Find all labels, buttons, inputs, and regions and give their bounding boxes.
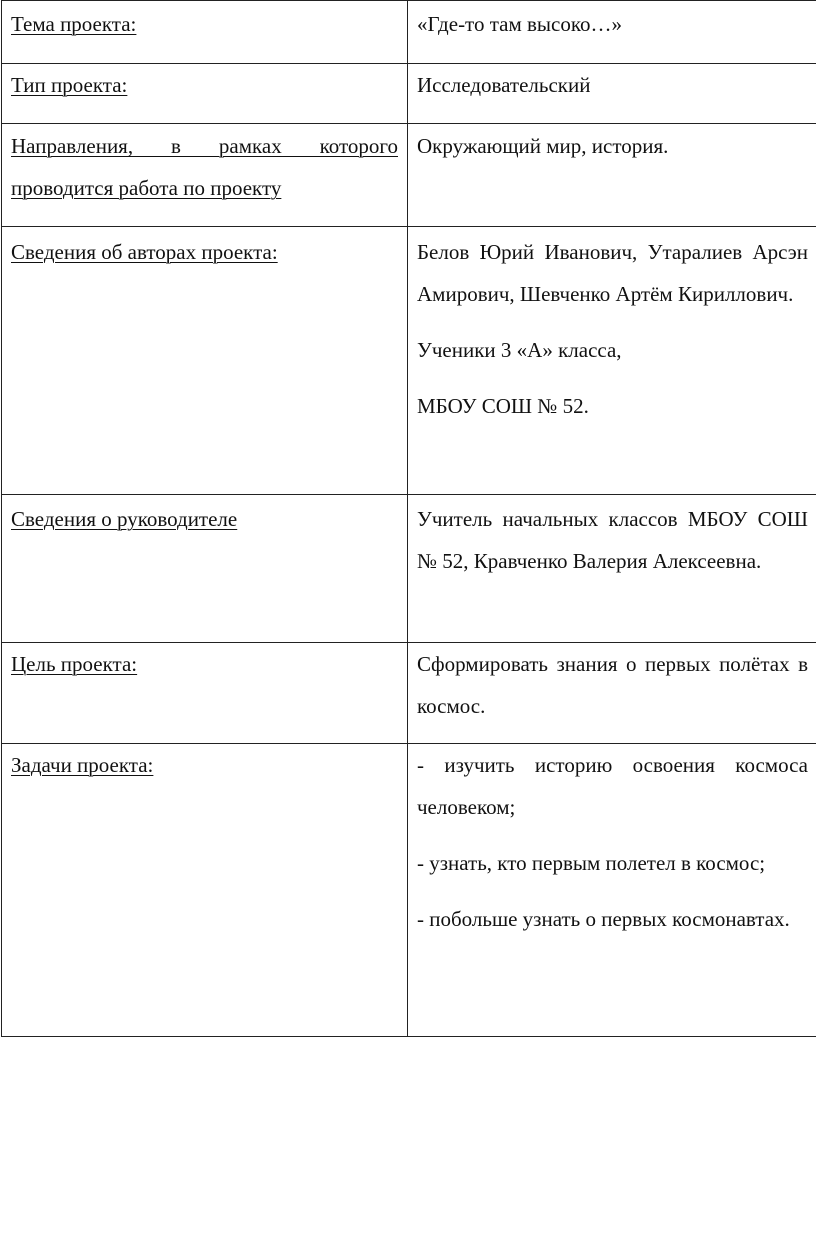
value-tasks: [408, 744, 816, 1037]
table-row-tasks: [2, 744, 816, 1037]
value-type-text: Исследовательский: [417, 73, 591, 97]
table-row-authors: [2, 227, 816, 495]
table-row-goal: [2, 643, 816, 744]
table-row-topic: [2, 1, 816, 64]
label-supervisor: Сведения о руководителе: [2, 495, 408, 643]
label-direction: Направления, в рамках которого проводится работа по проекту: [2, 124, 408, 227]
table-row-type: [2, 64, 816, 124]
value-topic-text: «Где-то там высоко…»: [417, 12, 622, 36]
table-row-supervisor: [2, 495, 816, 643]
task-item-1: - изучить историю освоения космоса человеком;: [417, 753, 808, 819]
value-supervisor: [408, 495, 816, 643]
value-authors: [408, 227, 816, 495]
value-type: [408, 64, 816, 124]
value-authors-names: Белов Юрий Иванович, Утаралиев Арсэн Амирович, Шевченко Артём Кириллович.: [417, 240, 808, 306]
value-goal: [408, 643, 816, 744]
value-direction: [408, 124, 816, 227]
table-row-direction: [2, 124, 816, 227]
project-info-table: [1, 0, 816, 1037]
label-authors: Сведения об авторах проекта:: [2, 227, 408, 495]
value-supervisor-text: Учитель начальных классов МБОУ СОШ № 52, Кравченко Валерия Алексеевна.: [417, 507, 808, 573]
label-tasks: Задачи проекта:: [2, 744, 408, 1037]
value-authors-school: МБОУ СОШ № 52.: [417, 394, 589, 418]
label-type: Тип проекта:: [2, 64, 408, 124]
value-goal-text: Сформировать знания о первых полётах в космос.: [417, 652, 808, 718]
label-goal: Цель проекта:: [2, 643, 408, 744]
task-item-3: - побольше узнать о первых космонавтах.: [417, 907, 790, 931]
value-direction-text: Окружающий мир, история.: [417, 134, 669, 158]
value-authors-class: Ученики 3 «А» класса,: [417, 338, 622, 362]
value-topic: [408, 1, 816, 64]
label-topic: Тема проекта:: [2, 1, 408, 64]
task-item-2: - узнать, кто первым полетел в космос;: [417, 851, 766, 875]
